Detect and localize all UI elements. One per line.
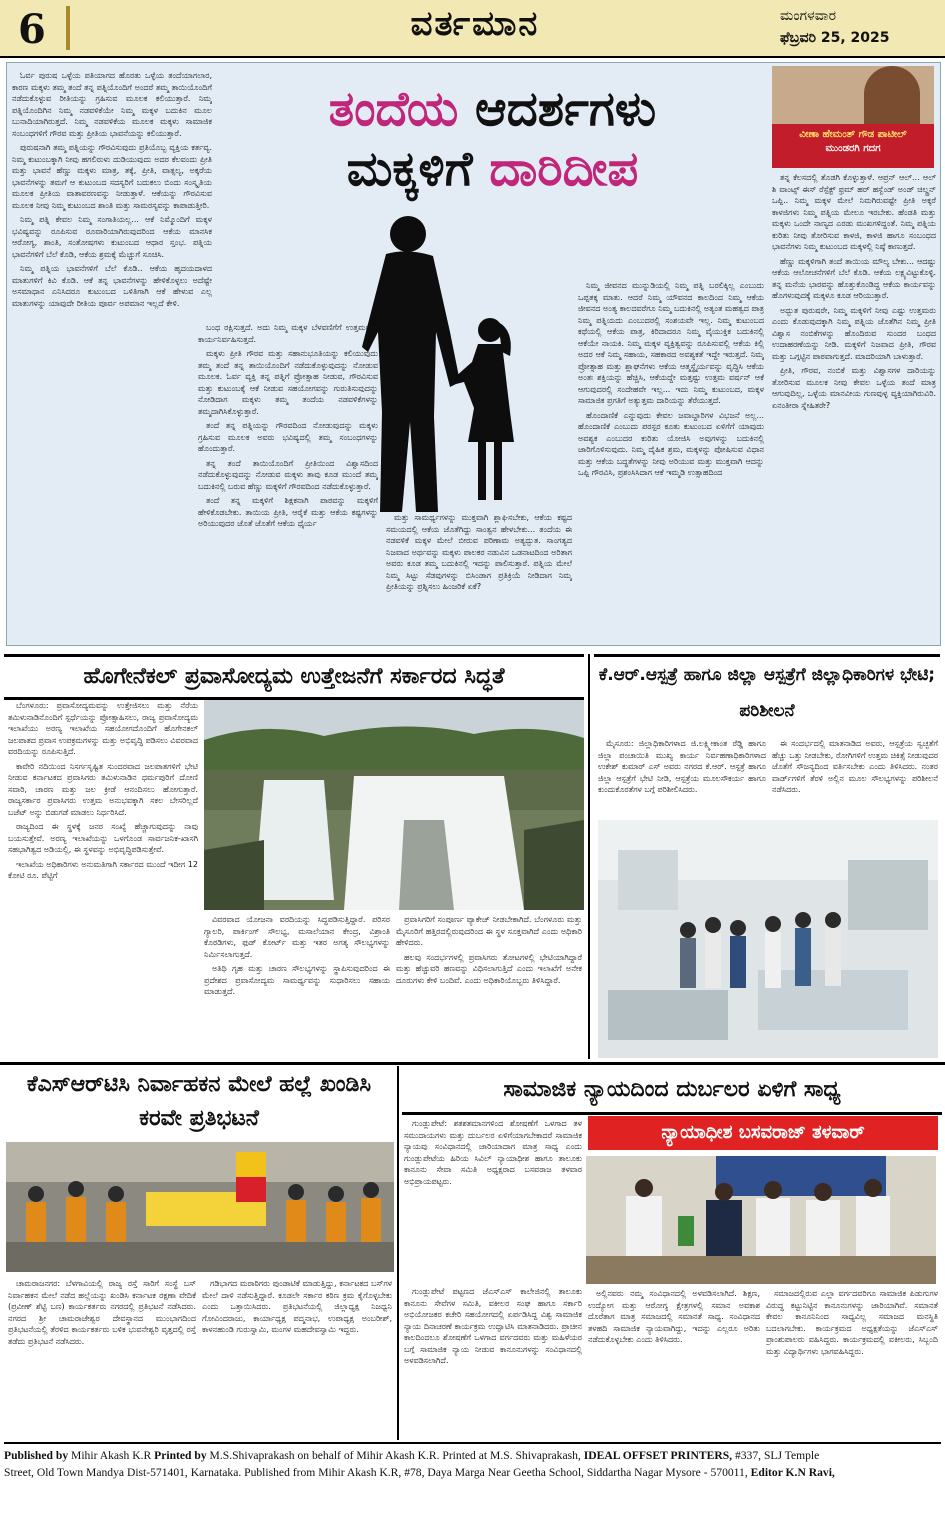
imprint-label: Published by (4, 1449, 69, 1462)
feature-headline-line2 (220, 140, 765, 198)
justice-event-photo (586, 1156, 936, 1284)
section-divider (0, 1062, 945, 1065)
hogenakal-column-3 (396, 914, 582, 1056)
paragraph: ಬೆಂಗಳೂರು: ಪ್ರವಾಸೋದ್ಯಮವನ್ನು ಉತ್ತೇಜಿಸಲು ಮತ್ತು ನೆರೆಯ ತಮಿಳುನಾಡಿನೊಂದಿಗೆ ಸ್ಪರ್ಧೆಯನ್ನು ಪ್ರೋತ್ಸಾಹಿಸಲು, ರಾಜ್ಯ ಪ್ರವಾಸೋದ್ಯಮ ಇಲಾಖೆಯು ಅರಣ್ಯ ಇಲಾಖೆಯ ಸಹಯೋಗದೊಂದಿಗೆ ಹೊಗೇನಕಲ್ ಜಲಪಾತದ ಪ್ರವಾಸ ಉಪಕ್ರಮಗಳನ್ನು ಮತ್ತು ಅಭಿವೃದ್ಧಿ ಪಡಿಸಲು ವಿವರವಾದ ವರದಿಯನ್ನು ರೂಪಿಸುತ್ತಿದೆ. (8, 701, 198, 756)
feature-headline-line1 (220, 80, 765, 138)
paragraph: ತಂದೆ ತನ್ನ ಮಕ್ಕಳಿಗೆ ಶಿಕ್ಷಕನಾಗಿ ಪಾಠವನ್ನು ಮಕ್ಕಳಿಗೆ ಹೇಳಿಕೊಡಬೇಕು. ತಾಯಿಯ ಪ್ರೀತಿ, ಆರೈಕೆ ಮತ್ತು ಆಕೆಯ ಕಷ್ಟಗಳನ್ನು ಅರಿಯುವುದರ ಜೊತೆ ಜೊತೆಗೆ ಆಕೆಯ ಧೈರ್ಯ (198, 496, 378, 528)
imprint-line-1 (4, 1447, 941, 1464)
issue-day: ಮಂಗಳವಾರ (780, 8, 837, 24)
ksrtc-column-2 (202, 1278, 392, 1438)
paragraph: ಗಡಿಭಾಗದ ಮರಾಠಿಗರು ಪುಂಡಾಟಿಕೆ ಮಾಡುತ್ತಿದ್ದು, ಕರ್ನಾಟಕದ ಬಸ್‌ಗಳ ಮೇಲೆ ದಾಳಿ ನಡೆಸುತ್ತಿದ್ದಾರೆ. ಕೂಡಲೇ ಸರ್ಕಾರ ಕಠಿಣ ಕ್ರಮ ಕೈಗೊಳ್ಳಬೇಕು ಎಂದು ಒತ್ತಾಯಿಸಿದರು. ಪ್ರತಿಭಟನೆಯಲ್ಲಿ ಜಿಲ್ಲಾಧ್ಯಕ್ಷ ನಿಜಧ್ವನಿ ಗೋವಿಂದರಾಜು, ಕಾರ್ಯಾಧ್ಯಕ್ಷ ಪದ್ಮನಾಭ, ಉಪಾಧ್ಯಕ್ಷ ಅಂಬರೀಶ್, ಕಾಳನಹುಂಡಿ ಗುರುಸ್ವಾಮಿ, ಮಂಗಳ ಮಹದೇವಸ್ವಾಮಿ ಇದ್ದರು. (202, 1279, 392, 1334)
imprint-press: IDEAL OFFSET PRINTERS, (583, 1449, 733, 1462)
issue-date: ಫೆಬ್ರವರಿ 25, 2025 (780, 30, 890, 46)
justice-lead (404, 1118, 582, 1282)
hogenakal-column-2 (204, 914, 390, 1056)
hospital-column-1 (598, 738, 766, 818)
hospital-headline: ಕೆ.ಆರ್.ಆಸ್ಪತ್ರೆ ಹಾಗೂ ಜಿಲ್ಲಾ ಆಸ್ಪತ್ರೆಗೆ ಜಿಲ್ಲಾಧಿಕಾರಿಗಳ ಭೇಟಿ; ಪರಿಶೀಲನೆ (594, 654, 940, 737)
hogenakal-headline: ಹೊಗೇನೆಕಲ್ ಪ್ರವಾಸೋದ್ಯಮ ಉತ್ತೇಜನೆಗೆ ಸರ್ಕಾರದ ಸಿದ್ಧತೆ (4, 654, 584, 700)
paragraph: ಬಂಧ ರಕ್ಷಿಸುತ್ತದೆ. ಅದು ನಿಮ್ಮ ಮಕ್ಕಳ ಬೆಳವಣಿಗೆಗೆ ಉತ್ತಮವಾಗಿ ಕಾರ್ಯನಿರ್ವಹಿಸುತ್ತದೆ. (198, 323, 378, 344)
paragraph: ನಿಮ್ಮ ಜೀವನದ ಮುನ್ನುಡಿಯಲ್ಲಿ ನಿಮ್ಮ ಪತ್ನಿ ಬರಲಿಕ್ಕಿಲ್ಲ ಎಂಬುದು ಒಪ್ಪತಕ್ಕ ಮಾತು. ಆದರೆ ನಿಮ್ಮ ಯೌವನದ ಕಾಲದಿಂದ ನಿಮ್ಮ ಆಕೆಯ ಜೀವನದ ಅಂತ್ಯ ಕಾಲದವರೆಗೂ ನಿಮ್ಮ ಬದುಕಿನಲ್ಲಿ ಅತ್ಯಂತ ಮಹತ್ವದ ಪಾತ್ರ ನಿಮ್ಮ ಪತ್ನಿಯದು ಎಂಬುದರಲ್ಲಿ ಸಂಶಯವೇ ಇಲ್ಲ. ನಿಮ್ಮ ಕುಟುಂಬದ ಕಥೆಯಲ್ಲಿ ಆಕೆಯ ಪಾತ್ರ, ಕಿರಿದಾದರೂ ನಿಮ್ಮ ವೈಯುಕ್ತಿಕ ಬದುಕಿನಲ್ಲಿ ಆಕೆಯೇ ನಾಯಕಿ. ನಿಮ್ಮ ಮಕ್ಕಳ ವ್ಯಕ್ತಿತ್ವವನ್ನು ರೂಪಿಸುವಲ್ಲಿ ಆಕೆಯ ಕಿಲ್ಲಿ ಅದರ ಆಕೆ ನಿಮ್ಮ ಸಹಾಯ, ಸಹಕಾರದ ಅವಶ್ಯಕತೆ ಇದ್ದೇ ಇರುತ್ತದೆ. ನಿಮ್ಮ ಪ್ರೋತ್ಸಾಹ ಮತ್ತು ಶ್ಲಾಘನೆಗಳು ಆಕೆಯ ಆತ್ಮಸ್ಥೈರ್ಯವನ್ನು ವೃದ್ಧಿಸಿ ಆಕೆಯ ಅಂತಃ ಶಕ್ತಿಯನ್ನು ಹೆಚ್ಚಿಸಿ, ಆಕೆಯದ್ದೇ ಮತ್ತಷ್ಟು ಉತ್ತಮ ವರ್ಷನ್ ಆಕೆ ಆಗುವುದರಲ್ಲಿ ಸಂದೇಹವೇ ಇಲ್ಲ... ಇದು ನಿಮ್ಮ ಕುಟುಂಬದ, ಮಕ್ಕಳ ಸಾಮಾಜಿಕ ಪ್ರಗತಿಗೆ ಅತ್ಯುತ್ತಮ ದಾರಿಯನ್ನು ತೆರೆಯುತ್ತದೆ. (578, 281, 764, 405)
page-number: 6 (18, 6, 46, 53)
imprint-address: #337, SLJ Temple (734, 1449, 820, 1462)
printers-imprint (4, 1442, 941, 1521)
paragraph: ಮಕ್ಕಳು ಪ್ರೀತಿ ಗೌರವ ಮತ್ತು ಸಹಾನುಭೂತಿಯನ್ನು ಕಲಿಯುವುದು ತಮ್ಮ ತಂದೆ ತನ್ನ ತಾಯಿಯೊಂದಿಗೆ ನಡೆದುಕೊಳ್ಳುವುದನ್ನು ನೋಡುವ ಮೂಲಕ. ಓರ್ವ ವ್ಯಕ್ತಿ ತನ್ನ ಪತ್ನಿಗೆ ಪ್ರೋತ್ಸಾಹ ನೀಡುವ, ಗೌರವಿಸುವ ಮತ್ತು ಕುಟುಂಬಕ್ಕೆ ಆಕೆ ನೀಡುವ ಸಹಯೋಗವನ್ನು ಗುರುತಿಸುವುದನ್ನು ನೋಡಿದಾಗ ಮಕ್ಕಳು ತಮ್ಮ ತಂದೆಯ ನಡವಳಿಕೆಗಳನ್ನು ತಮ್ಮದಾಗಿಸಿಕೊಳ್ಳುತ್ತಾರೆ. (198, 349, 378, 416)
paragraph: ಮೈಸೂರು: ಜಿಲ್ಲಾಧಿಕಾರಿಗಳಾದ ಜಿ.ಲಕ್ಷ್ಮೀಕಾಂತ ರೆಡ್ಡಿ ಹಾಗೂ ಜಿಲ್ಲಾ ಪಂಚಾಯಿತಿ ಮುಖ್ಯ ಕಾರ್ಯ ನಿರ್ವಹಣಾಧಿಕಾರಿಗಳಾದ ಉಕೇಶ್ ಕುಮಾರ್ ಎಸ್ ಅವರು ನಗರದ ಕೆ.ಆರ್. ಆಸ್ಪತ್ರೆ ಹಾಗೂ ಜಿಲ್ಲಾ ಆಸ್ಪತ್ರೆಗೆ ಭೇಟಿ ನೀಡಿ, ಆಸ್ಪತ್ರೆಯ ಮೂಲಸೌಕರ್ಯ ಹಾಗೂ ಕುಂದುಕೊರತೆಗಳ ಬಗ್ಗೆ ಪರಿಶೀಲಿಸಿದರು. (598, 739, 766, 794)
feature-column-3b (386, 512, 572, 640)
justice-headline: ಸಾಮಾಜಿಕ ನ್ಯಾಯದಿಂದ ದುರ್ಬಲರ ಏಳಿಗೆ ಸಾಧ್ಯ (402, 1068, 942, 1115)
paragraph: ಚಾಮರಾಜನಗರ: ಬೆಳಗಾವಿಯಲ್ಲಿ ರಾಜ್ಯ ರಸ್ತೆ ಸಾರಿಗೆ ಸಂಸ್ಥೆ ಬಸ್ ನಿರ್ವಾಹಕನ ಮೇಲೆ ನಡೆದ ಹಲ್ಲೆಯನ್ನು ಖಂಡಿಸಿ ಕರ್ನಾಟಕ ರಕ್ಷಣಾ ವೇದಿಕೆ (ಪ್ರವೀಣ್ ಶೆಟ್ಟಿ ಬಣ) ಕಾರ್ಯಕರ್ತರು ನಗರದಲ್ಲಿ ಪ್ರತಿಭಟನೆ ನಡೆಸಿದರು. ನಗರದ ಶ್ರೀ ಚಾಮರಾಜೇಶ್ವರ ದೇವಸ್ಥಾನದ ಮುಂಭಾಗದಿಂದ ಪ್ರತಿಭಟನೆಯಲ್ಲಿ ತೆರಳಿದ ಕಾರ್ಯಕರ್ತರು ಬಳಿಕ ಭುವನೇಶ್ವರಿ ವೃತ್ತದಲ್ಲಿ ರಸ್ತೆ ತಡೆದು ಪ್ರತಿಭಟನೆ ನಡೆಸಿದರು. (8, 1279, 196, 1346)
justice-column-a (404, 1286, 582, 1438)
feature-column-3 (578, 280, 764, 640)
paragraph: ಹಲವು ಸಂದರ್ಭಗಳಲ್ಲಿ ಪ್ರವಾಸಿಗರು ತೋಟಗಳಲ್ಲಿ ಭೇಟಿಯಾಗಿದ್ದಾರೆ ಮತ್ತು ಹೆಚ್ಚುವರಿ ಹಣವನ್ನು ವಿಧಿಸಲಾಗುತ್ತಿದೆ ಎಂದು ಇಲಾಖೆಗೆ ಅನೇಕ ದೂರುಗಳು ಕೇಳಿ ಬಂದಿವೆ. ಎಂದು ಅಧಿಕಾರಿಯೊಬ್ಬರು ತಿಳಿಸಿದ್ದಾರೆ. (396, 952, 582, 985)
paragraph: ಪ್ರವಾಸಿಗರಿಗೆ ಸಂಪೂರ್ಣ ಪ್ಯಾಕೇಜ್ ನೀಡಬೇಕಾಗಿದೆ. ಬೆಂಗಳೂರು ಮತ್ತು ಮೈಸೂರಿಗೆ ಹತ್ತಿರದಲ್ಲಿರುವುದರಿಂದ ಈ ಸ್ಥಳ ಸೂಕ್ತವಾಗಿದೆ ಎಂದು ಅಧಿಕಾರಿ ಹೇಳಿದರು. (396, 915, 582, 947)
hogenakal-column-1 (8, 700, 198, 1055)
imprint-line-2 (4, 1464, 941, 1481)
paragraph: ಇಲಾಖೆಯ ಅಧಿಕಾರಿಗಳು ಅನುಮತಿಗಾಗಿ ಸರ್ಕಾರದ ಮುಂದೆ ಇದೀಗ 12 ಕೋಟಿ ರೂ. ಪೆಟ್ಟಿಗೆ (8, 859, 198, 880)
author-place: ಮುಂಡರಗಿ ಗದಗ (825, 143, 881, 154)
ksrtc-headline: ಕೆಎಸ್‌ಆರ್‌ಟಿಸಿ ನಿರ್ವಾಹಕನ ಮೇಲೆ ಹಲ್ಲೆ ಖಂಡಿಸಿ ಕರವೇ ಪ್ರತಿಭಟನೆ (26, 1072, 372, 1131)
paragraph: ಪ್ರೀತಿ, ಗೌರವ, ನಂಬಿಕೆ ಮತ್ತು ವಿಶ್ವಾಸಗಳ ದಾರಿಯನ್ನು ತೋರಿಸುವ ಮೂಲಕ ನೀವು ಕೇವಲ ಒಳ್ಳೆಯ ತಂದೆ ಮಾತ್ರ ಆಗುವುದಿಲ್ಲ, ಒಳ್ಳೆಯ ಮಾನವೀಯ ಗುಣವುಳ್ಳ ವ್ಯಕ್ತಿಯಾಗಿರುವಿರಿ. ಏನಂತೀರಾ ಸ್ನೇಹಿತರೇ? (772, 366, 936, 410)
headline-word: ದಾರಿದೀಪ (489, 141, 639, 197)
author-byline (772, 124, 934, 168)
column-divider (588, 654, 590, 1059)
headline-word: ಮಕ್ಕಳಿಗೆ (346, 141, 473, 197)
paragraph: ಅತಿಥಿ ಗೃಹ ಮತ್ತು ಚಾರಣ ಸೌಲಭ್ಯಗಳನ್ನು ಸ್ಥಾಪಿಸುವುದರಿಂದ ಈ ಪ್ರದೇಶದ ಪ್ರವಾಸೋದ್ಯಮ ಸಾಮರ್ಥ್ಯವನ್ನು ಸುಧಾರಿಸಲು ಸಹಾಯ ಮಾಡುತ್ತದೆ. (204, 964, 390, 996)
author-name: ವೀಣಾ ಹೇಮಂತ್ ಗೌಡ ಪಾಟೀಲ್ (799, 129, 907, 140)
imprint-editor: Editor K.N Ravi, (750, 1466, 835, 1479)
paragraph: ವಿವರವಾದ ಯೋಜನಾ ವರದಿಯನ್ನು ಸಿದ್ಧಪಡಿಸುತ್ತಿದ್ದಾರೆ. ಪರಿಸರ ಗ್ಯಾಲರಿ, ಪಾರ್ಕಿಂಗ್ ಸೌಲಭ್ಯ, ಮಸಾಲೆಯಾನ ಕೇಂದ್ರ, ವಿಶ್ರಾಂತಿ ಕೊಠಡಿಗಳು, ಫುಡ್ ಕೋರ್ಟ್ ಮತ್ತು ಇತರ ಅಗತ್ಯ ಸೌಲಭ್ಯಗಳನ್ನು ನಿರ್ಮಿಸಲಾಗುತ್ತದೆ. (204, 915, 390, 959)
justice-column-c (766, 1288, 938, 1438)
paragraph: ಮತ್ತು ಸಾಮರ್ಥ್ಯಗಳನ್ನು ಮುಕ್ತವಾಗಿ ಶ್ಲಾಘಿಸಬೇಕು, ಆಕೆಯ ಕಷ್ಟದ ಸಮಯದಲ್ಲಿ ಆಕೆಯ ಜೊತೆಗಿದ್ದು ಸಾಂತ್ವನ ಹೇಳಬೇಕು... ತಂದೆಯ ಈ ನಡವಳಿಕೆ ಮಕ್ಕಳ ಮೇಲೆ ಬೀರುವ ಪರಿಣಾಮ ಅತ್ಯದ್ಭುತ. ಸಾಂಗತ್ಯದ ನಿಜವಾದ ಅರ್ಥವನ್ನು ಮಕ್ಕಳು ಪಾಲಕರ ನಡುವಿನ ಒಡನಾಟದಿಂದ ಅರಿತಾಗ ಅವರು ಕೂಡ ತಮ್ಮ ಬದುಕಿನಲ್ಲಿ ಇದನ್ನು ಪಾಲಿಸುತ್ತಾರೆ. ಪತ್ನಿಯ ಮೇಲೆ ನಿಮ್ಮ ಸಿಟ್ಟು ಸೆಡವುಗಳನ್ನು ಬಿಸಿಂಡಾಗ ಪ್ರತಿಕ್ರಿಯೆ ನೀಡಿದಾಗ ನಿಮ್ಮ ಪ್ರೀತಿಯನ್ನು ಪ್ರಶ್ನಿಸಲು ಹಿಂಜರಿಕೆ ಏಕೆ? (386, 513, 572, 591)
paragraph: ನಿಮ್ಮ ಪತ್ನಿಯ ಭಾವನೆಗಳಿಗೆ ಬೆಲೆ ಕೊಡಿ.. ಆಕೆಯ ಹೃದಯದಾಳದ ಮಾತುಗಳಿಗೆ ಕಿವಿ ಕೊಡಿ. ಆಕೆ ತನ್ನ ಭಾವನೆಗಳನ್ನು ಹೇಳಿಕೊಳ್ಳಲು ಅದೆಷ್ಟೇ ಅಸಮಾಧಾನ ಎನಿಸಿದರೂ ಕುಟುಂಬದ ಒಳಿತಿಗಾಗಿ ಆಕೆ ಹೇಳುವ ಎಲ್ಲ ಮಾತುಗಳನ್ನು ಯಾವುದೇ ರೀತಿಯ ಪೂರ್ವ ಅಪಮಾನ ಇಲ್ಲದೆ ಕೇಳಿ. (12, 264, 212, 308)
feature-column-2 (198, 322, 378, 642)
newspaper-title: ವರ್ತಮಾನ (410, 4, 540, 44)
headline-word: ಆದರ್ಶಗಳು (475, 81, 657, 137)
protest-photo (6, 1142, 394, 1272)
imprint-label: Printed by (154, 1449, 207, 1462)
paragraph: ಹೊಂದಾಣಿಕೆ ಎನ್ನುವುದು ಕೇವಲ ಜವಾಬ್ದಾರಿಗಳ ವಿಭಜನೆ ಅಲ್ಲ... ಹೊಂದಾಣಿಕೆ ಎಂಬುದು ಪರಸ್ಪರ ಕೂತು ಕುಟುಂಬದ ಏಳಿಗೆಗೆ ಯಾವುದು ಅವಶ್ಯಕ ಎಂಬುದರ ಕುರಿತು ಯೋಜಿಸಿ ಅವುಗಳನ್ನು ಬದುಕಿನಲ್ಲಿ ಜಾರಿಗೊಳಿಸುವುದು. ನಿಮ್ಮ ದೈಹಿಕ ಶ್ರಮ, ಮಕ್ಕಳನ್ನು ಪೋಷಿಸುವ ವಿಧಾನ ಮತ್ತು ಆಕೆಯ ಬದ್ಧತೆಗಳನ್ನು ನೀವು ಅರಿಯುವ ಮತ್ತು ಮುಕ್ತವಾಗಿ ಆದನ್ನು ಒಪ್ಪಿ ಗೌರವಿಸಿ, ಪ್ರಶಂಸಿಸಿದಾಗ ಆಕೆ ಇಮ್ಮಡಿ ಉತ್ಸಾಹದಿಂದ (578, 410, 764, 477)
waterfall-photo (204, 700, 584, 910)
headline-word: ತಂದೆಯ (328, 81, 459, 137)
paragraph: ಅಲ್ಲಿನವರು ನಮ್ಮ ಸಂವಿಧಾನದಲ್ಲಿ ಅಳವಡಿಸಲಾಗಿದೆ. ಶಿಕ್ಷಣ, ಉದ್ಯೋಗ ಮತ್ತು ಆರೋಗ್ಯ ಕ್ಷೇತ್ರಗಳಲ್ಲಿ ಸಮಾನ ಅವಕಾಶ ದೊರೆತಾಗ ಮಾತ್ರ ಸಮಾಜದಲ್ಲಿ ಸಮಾನತೆ ಸಾಧ್ಯ. ಸಂವಿಧಾನದ ತಳಹದಿ ಸಾಮಾಜಿಕ ನ್ಯಾಯವಾಗಿದ್ದು, ಇದನ್ನು ಎಲ್ಲರೂ ಅರಿತು ನಡೆದುಕೊಳ್ಳಬೇಕು ಎಂದು ತಿಳಿಸಿದರು. (588, 1289, 760, 1344)
paragraph: ರಾಜ್ಯದಿಂದ ಈ ಸ್ಥಳಕ್ಕೆ ಜನರ ಸಂಖ್ಯೆ ಹೆಚ್ಚಾಗುವುದನ್ನು ನಾವು ಬಯಸುತ್ತೇವೆ. ಅರಣ್ಯ ಇಲಾಖೆಯನ್ನು ಒಳಗೊಂಡ ಸಾರ್ವಜನಿಕ-ಖಾಸಗಿ ಸಹಭಾಗಿತ್ವದ ಅಡಿಯಲ್ಲಿ, ಈ ಸ್ಥಳವನ್ನು ಅಭಿವೃದ್ಧಿಪಡಿಸುತ್ತೇವೆ. (8, 822, 198, 854)
paragraph: ತನ್ನ ಕೆಲಸದಲ್ಲಿ ತೊಡಗಿ ಕೊಳ್ಳುತ್ತಾಳೆ. ಆಪ್ರನ್ ಆಲ್... ಆಲ್ ಶಿ ವಾಂಟ್ಸ್ ಈಸ್ ರೆಸ್ಪೆಕ್ಟ್ ಫ್ರಮ್ ಹರ್ ಹಸ್ಬೆಂಡ್ ಅಂಡ್ ಚಿಲ್ಡ್ರನ್ ಒಪ್ಪಿ.. ನಿಮ್ಮ ಮಕ್ಕಳ ಮೇಲೆ ನಿಮಗಿರುವಷ್ಟೇ ಪ್ರೀತಿ ಅಕ್ಕರೆ ಕಾಳಜಿಗಳು ನಿಮ್ಮ ಪತ್ನಿಯ ಮೇಲೂ ಇರಬೇಕು. ಹೆಂಡತಿ ಮತ್ತು ಮಕ್ಕಳು ಒಂದೇ ನಾಣ್ಯದ ಎರಡು ಮುಖಗಳಿದ್ದಂತೆ. ನಿಮ್ಮ ಪತ್ನಿಯ ಕುರಿತು ನೀವು ತೋರಿಸುವ ಕಾಳಜಿ, ಕಾಳಜಿ ಹಾಗೂ ಸಂಬಂಧದ ಭಾವನೆಗಳು ನಿಮ್ಮ ಕುಟುಂಬದ ಮಕ್ಕಳಲ್ಲಿ ನಿಷ್ಠೆ ಕಾಣುತ್ತದೆ. (772, 173, 936, 251)
paragraph: ಗುಂಡ್ಲುಪೇಟೆ ಪಟ್ಟಣದ ಜೆಎಸ್‌ಎಸ್ ಕಾಲೇಜಿನಲ್ಲಿ ತಾಲೂಕು ಕಾನೂನು ಸೇವೆಗಳ ಸಮಿತಿ, ವಕೀಲರ ಸಂಘ ಹಾಗೂ ಸರ್ಕಾರಿ ಅಭಿಯೋಜಕರ ಕಚೇರಿ ಸಹಯೋಗದಲ್ಲಿ ಏರ್ಪಡಿಸಿದ್ದ ವಿಶ್ವ ಸಾಮಾಜಿಕ ನ್ಯಾಯ ದಿನಾಚರಣೆ ಕಾರ್ಯಕ್ರಮ ಉದ್ಘಾಟಿಸಿ ಮಾತನಾಡಿದರು. ಪ್ರಾಚೀನ ಕಾಲದಿಂದಲೂ ಶೋಷಣೆಗೆ ಒಳಗಾದ ವರ್ಗದವರು ಮತ್ತು ಮಹಿಳೆಯರ ಬಗ್ಗೆ ಸಾಮಾಜಿಕ ನ್ಯಾಯ ನೀಡುವ ಕಾನೂನುಗಳನ್ನು ಸಂವಿಧಾನದಲ್ಲಿ ಅಳವಡಿಸಲಾಗಿದೆ. (404, 1287, 582, 1365)
paragraph: ತಂದೆ ತನ್ನ ಪತ್ನಿಯನ್ನು ಗೌರವದಿಂದ ನೋಡುವುದನ್ನು ಮಕ್ಕಳು ಗ್ರಹಿಸುವ ಮೂಲಕ ಅವರು ಭವಿಷ್ಯದಲ್ಲಿ ತಮ್ಮ ಸಂಬಂಧಗಳನ್ನು ಹೊಂದುತ್ತಾರೆ. (198, 421, 378, 453)
hospital-visit-photo (598, 820, 938, 1058)
paragraph: ನಿಮ್ಮ ಪತ್ನಿ ಕೇವಲ ನಿಮ್ಮ ಸಂಗಾತಿಯಲ್ಲ... ಆಕೆ ನಿಮ್ಮೊಂದಿಗೆ ಮಕ್ಕಳ ಭವಿಷ್ಯವನ್ನು ರೂಪಿಸುವ ರೂವಾರಿಯಾಗಿರುವುದರಿಂದ ಆಕೆಯ ಮಾನಸಿಕ ಆರೋಗ್ಯ, ಶಾಂತಿ, ಸಂತೋಷಗಳು ಕುಟುಂಬದ ಆಧಾರ ಸ್ತಂಭ. ಪತ್ನಿಯ ಭಾವನೆಗಳಿಗೆ ಬೆಲೆ ಕೊಡಿ, ಆಕೆಯ ಶ್ರಮಕ್ಕೆ ಮೆಚ್ಚುಗೆ ಸೂಚಿಸಿ. (12, 215, 212, 259)
justice-speaker-banner: ನ್ಯಾಯಾಧೀಶ ಬಸವರಾಜ್ ತಳವಾರ್ (588, 1116, 938, 1150)
justice-column-b (588, 1288, 760, 1438)
imprint-published-from: Street, Old Town Mandya Dist-571401, Karnataka. Published from Mihir Akash K.R, #78, Daya Marga Near Geetha School, Siddartha Nagar Mysore - 570011, (4, 1466, 748, 1479)
feature-column-4 (772, 172, 936, 640)
paragraph: ಕಾವೇರಿ ನದಿಯಿಂದ ನಿಸರ್ಗಸೃಷ್ಟಿತ ಸುಂದರವಾದ ಜಲಪಾತಗಳಿಗೆ ಭೇಟಿ ನೀಡುವ ಕರ್ನಾಟಕದ ಪ್ರವಾಸಿಗರು ತಮಿಳುನಾಡಿನ ಧರ್ಮಪುರಿಗೆ ದೋಣಿ ಸವಾರಿ, ಚಾರಣ ಮತ್ತು ಜಲ ಕ್ರೀಡೆ ಆನಂದಿಸಲು ಹೋಗುತ್ತಾರೆ. ರಾಜ್ಯಸರ್ಕಾರ ಪ್ರವಾಸಿಗರು ಉತ್ತಮ ಅನುಭವಕ್ಕಾಗಿ ಸಕಲ ಬೇಸರಿಲ್ಲದೆ ಬಜೆಟ್ ಅನ್ನು ಬಿಡುಗಡೆ ಮಾಡಲು ನಿರ್ಧರಿಸಿದೆ. (8, 761, 198, 817)
paragraph: ತನ್ನ ತಂದೆ ತಾಯಿಯೊಂದಿಗೆ ಪ್ರೀತಿಯಿಂದ ವಿಶ್ವಾಸದಿಂದ ನಡೆದುಕೊಳ್ಳುವುದನ್ನು ನೋಡುವ ಮಕ್ಕಳು ತಾವು ಕೂಡ ಮುಂದೆ ತಮ್ಮ ಬದುಕಿನಲ್ಲಿ ಬರುವ ಹೆಣ್ಣು ಮಕ್ಕಳಿಗೆ ಗೌರವದಿಂದ ನಡೆದುಕೊಳ್ಳುತ್ತಾರೆ. (198, 458, 378, 491)
paragraph: ಪುರುಷನಾಗಿ ತಮ್ಮ ಪತ್ನಿಯನ್ನು ಗೌರವಿಸುವುದು ಪ್ರತಿಯೊಬ್ಬ ವ್ಯಕ್ತಿಯ ಕರ್ತವ್ಯ. ನಿಮ್ಮ ಕುಟುಂಬಕ್ಕಾಗಿ ನೀವು ಹಗಲಿರುಳು ದುಡಿಯುವುದು ಅದರ ಕೆಲವಂದು ಪ್ರೀತಿ ಮತ್ತು ಭಾವನೆ ಹೆಣ್ಣು ಮಕ್ಕಳು ಮಾತ್ರ, ತಕ್ಕೆ, ಪ್ರೀತಿ, ವಾತ್ಸಲ್ಯ, ಅಕ್ಕರೆಯ ಭಾವನೆಗಳನ್ನು ತಮಗೆ ಆ ಕುಟುಂಬದ ಸದಸ್ಯರಿಗೆ ಬದುಕಲು ಬಿಂದು ಸಂಸ್ಕೃತಿಯ ಮೂಲಕ ಪ್ರೀತಿಯ ವಾತಾವರಣವನ್ನು ನೀಡುತ್ತಾಳೆ. ಆಕೆಯನ್ನು ಗೌರವಿಸುವ ಮೂಲಕ ನೀವು ನಿಮ್ಮ ಕುಟುಂಬದ ಶಾಂತಿ ಮತ್ತು ಸಾಮರಸ್ಯವನ್ನು ಕಾಪಾಡುತ್ತೀರಿ. (12, 143, 212, 210)
feature-column-1 (12, 70, 212, 640)
column-divider (397, 1066, 399, 1440)
paragraph: ಹೆಣ್ಣು ಮಕ್ಕಳಿಗಾಗಿ ತಂದೆ ತಾಯಿಯ ಮೌಲ್ಯ ಬೇಕು... ಆದಷ್ಟು ಆಕೆಯ ಆಲೋಚನೆಗಳಿಗೆ ಬೆಲೆ ಕೊಡಿ. ಆಕೆಯ ಲಕ್ಷ್ಯವಿಟ್ಟುಕೊಳ್ಳಿ. ತನ್ನ ಮನೆಯ ಭಾರವನ್ನು ಹೊತ್ತುಕೊಂಡಿದ್ದ ಆಕೆಯ ಕಾರ್ಯವನ್ನು ಹೊಗಳುವುದಕ್ಕೆ ಮಕ್ಕಳೂ ಕೂಡ ಆರಿಯುತ್ತಾರೆ. (772, 256, 936, 300)
paragraph: ಓರ್ವ ಪುರುಷ ಒಳ್ಳೆಯ ಪತಿಯಾಗದ ಹೊರತು ಒಳ್ಳೆಯ ತಂದೆಯಾಗಲಾರ, ಕಾರಣ ಮಕ್ಕಳು ತಮ್ಮ ತಂದೆ ತನ್ನ ಪತ್ನಿಯೊಂದಿಗೆ ಅಂದರೆ ತಮ್ಮ ತಾಯಿಯೊಂದಿಗೆ ನಡೆದುಕೊಳ್ಳುವ ರೀತಿಯನ್ನು ಗ್ರಹಿಸುವ ಮೂಲಕ ಕಲಿಯುತ್ತಾರೆ. ನಿಮ್ಮ ಪತ್ನಿಯೊಂದಿಗಿನ ನಿಮ್ಮ ನಡವಳಿಕೆಯೇ ನಿಮ್ಮ ಮಕ್ಕಳ ಬದುಕಿನ ಮೂಲ ಬುನಾದಿಯಾಗಿರುತ್ತದೆ. ನಿಮ್ಮ ನಡವಳಿಕೆಯ ಮೂಲಕ ಮಕ್ಕಳು ಸಾಮಾಜಿಕ ಸಂಬಂಧಗಳಿಗೆ ಗೌರವ ಮತ್ತು ಪ್ರೀತಿಯ ಭಾವನೆಯನ್ನು ಕಲಿಯುತ್ತಾರೆ. (12, 71, 212, 138)
imprint-publisher: Mihir Akash K.R (71, 1449, 152, 1462)
paragraph: ಅದ್ಭುತ ಪುರುಷರೇ, ನಿಮ್ಮ ಮಕ್ಕಳಿಗೆ ನೀವು ಎಷ್ಟು ಉತ್ತಮರು ಎಂದು ಕೊಡುವುದಕ್ಕಾಗಿ ನಿಮ್ಮ ಪತ್ನಿಯ ಜೊತೆಗಿನ ನಿಮ್ಮ ಪ್ರೀತಿ ವಿಶ್ವಾಸ ನಂಬಿಕೆಗಳನ್ನು ಹೊಂದಿರುವ ಸುಂದರ ಬಂಧದ ಉದಾಹರಣೆಯನ್ನು ನೀಡಿ. ಮಕ್ಕಳಿಗೆ ನಿಜವಾದ ಪ್ರೀತಿ, ಗೌರವ ಮತ್ತು ಒಗ್ಗಟ್ಟಿನ ಪಾಠವಾಗುತ್ತದೆ. ಮಾದರಿಯಾಗಿ ಬಾಳುತ್ತಾರೆ. (772, 305, 936, 361)
ksrtc-column-1 (8, 1278, 196, 1438)
paragraph: ಸಮಾಜದಲ್ಲಿರುವ ಎಲ್ಲಾ ವರ್ಗದವರಿಗೂ ಸಾಮಾಜಿಕ ಪಿಡುಗುಗಳ ವಿರುದ್ಧ ಕಟ್ಟುನಿಟ್ಟಿನ ಕಾನೂನುಗಳನ್ನು ಜಾರಿಯಾಗಿವೆ. ಸಮಾನತೆ ಕೇವಲ ಕಾನೂನಿನಿಂದ ಸಾಧ್ಯವಿಲ್ಲ ಸಮಾಜದ ಮನಸ್ಥಿತಿ ಬದಲಾಗಬೇಕು. ಕಾರ್ಯಕ್ರಮದ ಅಧ್ಯಕ್ಷತೆಯನ್ನು ಜೆಎಸ್‌ಎಸ್ ಪ್ರಾಂಶುಪಾಲರು ವಹಿಸಿದ್ದರು. ಕಾರ್ಯಕ್ರಮದಲ್ಲಿ ವಕೀಲರು, ಸಿಬ್ಬಂದಿ ಮತ್ತು ವಿದ್ಯಾರ್ಥಿಗಳು ಭಾಗವಹಿಸಿದ್ದರು. (766, 1289, 938, 1356)
paragraph: ಗುಂಡ್ಲುಪೇಟೆ: ಶತಶತಮಾನಗಳಿಂದ ಶೋಷಣೆಗೆ ಒಳಗಾದ ತಳ ಸಮುದಾಯಗಳು ಮತ್ತು ದುರ್ಬಲರ ಏಳಿಗೆಯಾಗಬೇಕಾದರೆ ಸಾಮಾಜಿಕ ನ್ಯಾಯವು ಸಂವಿಧಾನದಲ್ಲಿ ಜಾರಿಯಾದಾಗ ಮಾತ್ರ ಸಾಧ್ಯ ಎಂದು ಗುಂಡ್ಲುಪೇಟೆಯ ಹಿರಿಯ ಸಿವಿಲ್ ನ್ಯಾಯಾಧೀಶ ಹಾಗೂ ತಾಲೂಕು ಕಾನೂನು ಸೇವಾ ಸಮಿತಿ ಅಧ್ಯಕ್ಷರಾದ ಬಸವರಾಜ ತಳವಾರ ಅಭಿಪ್ರಾಯಪಟ್ಟರು. (404, 1119, 582, 1186)
page-number-ornament (66, 6, 70, 50)
imprint-printer: M.S.Shivaprakash on behalf of Mihir Akash K.R. Printed at M.S. Shivaprakash, (209, 1449, 581, 1462)
hospital-column-2 (772, 738, 938, 818)
paragraph: ಈ ಸಂದರ್ಭದಲ್ಲಿ ಮಾತನಾಡಿದ ಅವರು, ಆಸ್ಪತ್ರೆಯ ಸ್ವಚ್ಛತೆಗೆ ಹೆಚ್ಚು ಒತ್ತು ನೀಡಬೇಕು, ರೋಗಿಗಳಿಗೆ ಉತ್ತಮ ಚಿಕಿತ್ಸೆ ನೀಡುವುದರ ಜೊತೆಗೆ ಸೌಜನ್ಯದಿಂದ ವರ್ತಿಸಬೇಕು ಎಂದು ತಿಳಿಸಿದರು. ನಂತರ ವಾರ್ಡ್‌ಗಳಿಗೆ ತೆರಳಿ ಅಲ್ಲಿನ ಮೂಲ ಸೌಲಭ್ಯಗಳನ್ನು ಪರಿಶೀಲನೆ ನಡೆಸಿದರು. (772, 739, 938, 794)
